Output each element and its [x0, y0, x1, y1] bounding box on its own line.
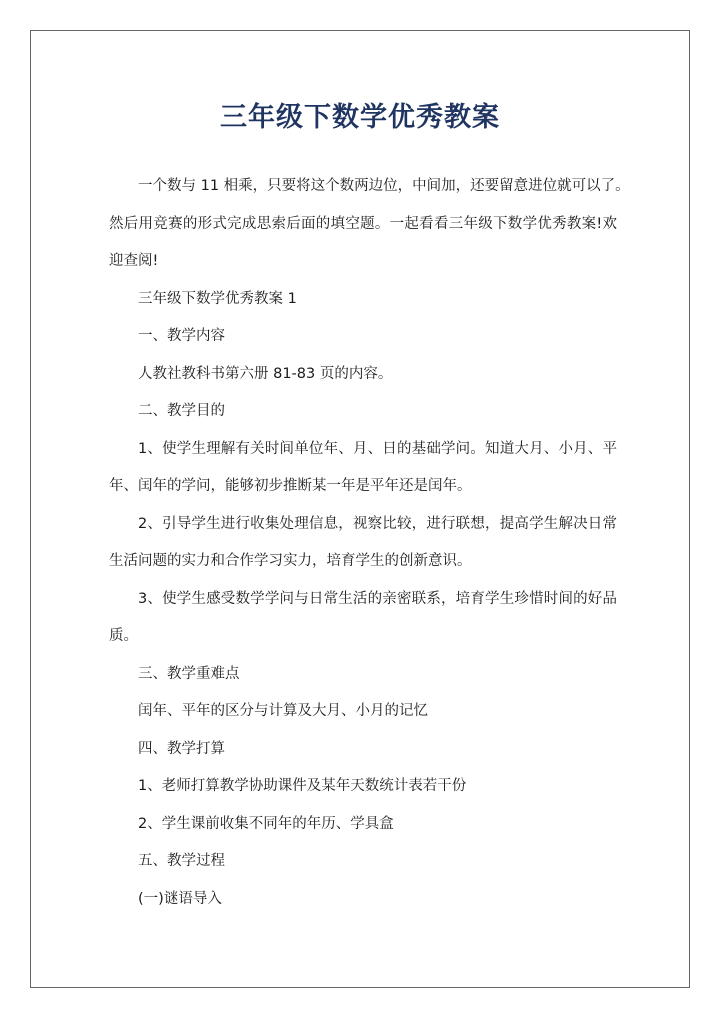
- section-heading: 五、教学过程: [138, 853, 225, 869]
- body-line: 3、使学生感受数学学问与日常生活的亲密联系，培育学生珍惜时间的好品: [138, 590, 617, 607]
- body-line: 生活问题的实力和合作学习实力，培育学生的创新意识。: [109, 553, 472, 569]
- section-heading: 四、教学打算: [138, 740, 225, 757]
- section-heading: 一、教学内容: [138, 328, 225, 344]
- body-line: 2、学生课前收集不同年的年历、学具盒: [138, 815, 394, 832]
- body-line: 年、闰年的学问，能够初步推断某一年是平年还是闰年。: [109, 478, 472, 494]
- body-line: 闰年、平年的区分与计算及大月、小月的记忆: [138, 703, 428, 719]
- body-line: 人教社教科书第六册 81-83 页的内容。: [138, 365, 393, 382]
- body-line: 然后用竞赛的形式完成思索后面的填空题。一起看看三年级下数学优秀教案!欢: [109, 215, 617, 232]
- document-title: 三年级下数学优秀教案: [220, 102, 500, 133]
- section-heading: 二、教学目的: [138, 403, 225, 419]
- section-heading: 三、教学重难点: [138, 665, 240, 682]
- body-line: 质。: [109, 628, 138, 644]
- body-line: 一个数与 11 相乘，只要将这个数两边位，中间加，还要留意进位就可以了。: [138, 178, 630, 194]
- body-line: 1、使学生理解有关时间单位年、月、日的基础学问。知道大月、小月、平: [138, 440, 617, 457]
- body-line: 1、老师打算教学协助课件及某年天数统计表若干份: [138, 778, 467, 794]
- section-subtitle: 三年级下数学优秀教案 1: [138, 290, 297, 307]
- body-line: (一)谜语导入: [138, 890, 222, 907]
- document-body: [109, 168, 630, 918]
- body-line: 2、引导学生进行收集处理信息，视察比较，进行联想，提高学生解决日常: [138, 515, 617, 532]
- body-line: 迎查阅!: [109, 253, 159, 269]
